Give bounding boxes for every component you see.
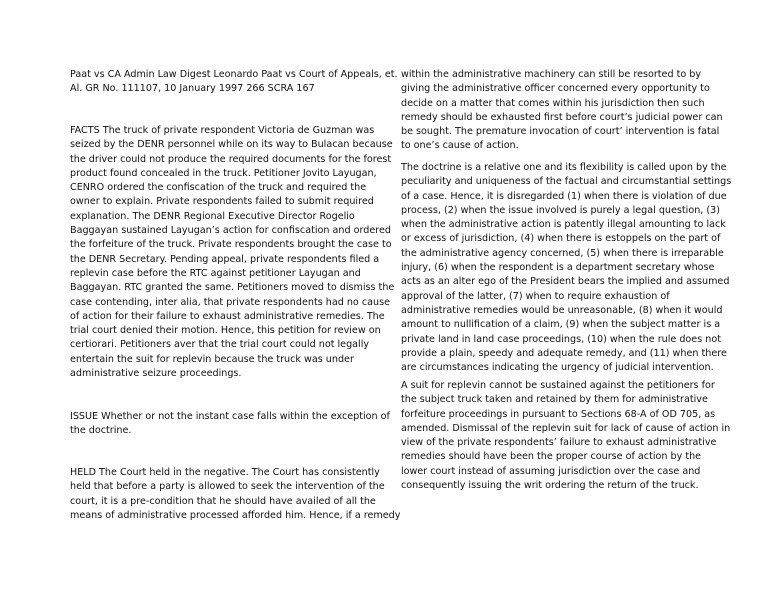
doctrine-paragraph: The doctrine is a relative one and its flexibility is called upon by the peculiarity and uniqueness of the factual and circumstantial settings of a case. Hence, it is disregarded (1) when there is violation of due process, (2) when the issue involved is purely a legal question, (3) when the administrative action is patently illegal amounting to lack or excess of jurisdiction, (4) when there is estoppels on the part of the administrative agency concerned, (5) when there is irreparable injury, (6) when the respondent is a department secretary whose acts as an alter ego of the President bears the implied and assumed approval of the latter, (7) when to require exhaustion of administrative remedies would be unreasonable, (8) when it would amount to nullification of a claim, (9) when the subject matter is a private land in land case proceedings, (10) when the rule does not provide a plain, speedy and adequate remedy, and (11) when there are circumstances indicating the urgency of judicial intervention. xyxy=(401,162,732,374)
held-paragraph: HELD The Court held in the negative. The Court has consistently held that before a party is allowed to seek the intervention of the court, it is a pre-condition that he should have availed of all the means of administrative processed afforded him. Hence, if a remedy xyxy=(70,467,401,521)
case-title: Paat vs CA Admin Law Digest Leonardo Paat vs Court of Appeals, et. Al. GR No. 111107, 10 January 1997 266 SCRA 167 xyxy=(70,69,398,95)
facts-paragraph: FACTS The truck of private respondent Victoria de Guzman was seized by the DENR personnel while on its way to Bulacan because the driver could not produce the required documents for the forest product found concealed in the truck. Petitioner Jovito Layugan, CENRO ordered the confiscation of the truck and required the owner to explain. Private respondents failed to submit required explanation. The DENR Regional Executive Director Rogelio Baggayan sustained Layugan’s action for confiscation and ordered the forfeiture of the truck. Private respondents brought the case to the DENR Secretary. Pending appeal, private respondents filed a replevin case before the RTC against petitioner Layugan and Baggayan. RTC granted the same. Petitioners moved to dismiss the case contending, inter alia, that private respondents had no cause of action for their failure to exhaust administrative remedies. The trial court denied their motion. Hence, this petition for review on certiorari. Petitioners aver that the trial court could not legally entertain the suit for replevin because the truck was under administrative seizure proceedings. xyxy=(70,125,395,380)
held-continuation-paragraph: within the administrative machinery can still be resorted to by giving the administrative officer concerned every opportunity to decide on a matter that comes within his jurisdiction then such remedy should be exhausted first before court’s judicial power can be sought. The premature invocation of court’ intervention is fatal to one’s cause of action. xyxy=(401,69,723,152)
replevin-paragraph: A suit for replevin cannot be sustained against the petitioners for the subject truck taken and retained by them for administrative forfeiture proceedings in pursuant to Sections 68-A of OD 705, as amended. Dismissal of the replevin suit for lack of cause of action in view of the private respondents’ failure to exhaust administrative remedies should have been the proper course of action by the lower court instead of assuming jurisdiction over the case and consequently issuing the writ ordering the return of the truck. xyxy=(401,380,731,492)
issue-paragraph: ISSUE Whether or not the instant case falls within the exception of the doctrine. xyxy=(70,411,390,437)
